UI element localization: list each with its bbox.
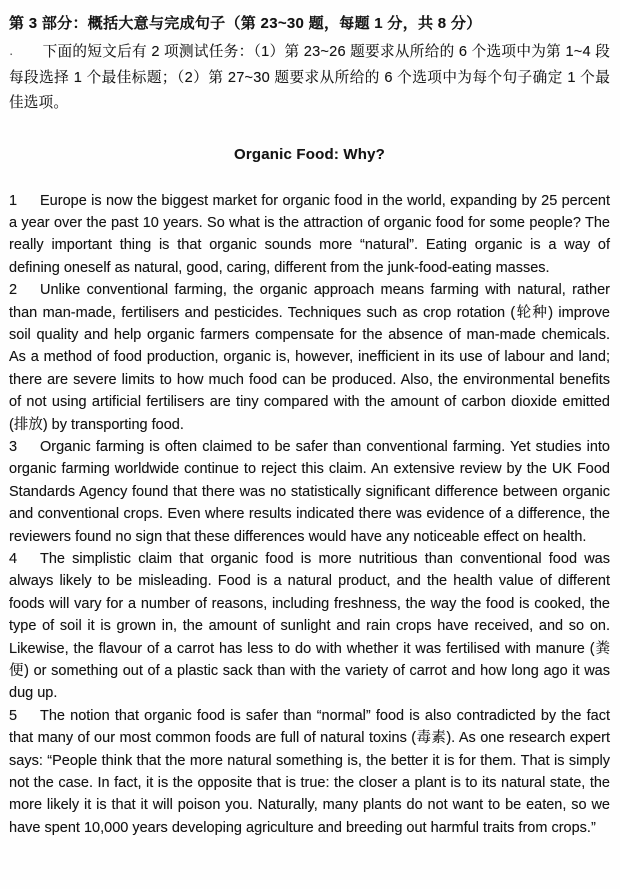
paragraph-text: The notion that organic food is safer than “normal” food is also contradicted by the fact that many of our most common foods are full of natural toxins (毒素). As one research expert says: “People think that the more natural something is, the better it is for them. That is simply not the case. In fact, it is the opposite that is true: the closer a plant is to its natural state, the more likely it is that it will poison you. Naturally, many plants do not want to be eaten, so we have spent 10,000 years developing agriculture and breeding out harmful traits from crops.” bbox=[9, 707, 610, 836]
passage-paragraph-3 bbox=[9, 436, 610, 548]
paragraph-number: 2 bbox=[9, 282, 18, 299]
paragraph-text: The simplistic claim that organic food is more nutritious than conventional food was always likely to be misleading. Food is a natural product, and the health value of different foods will vary for a number of reasons, including freshness, the way the food is cooked, the type of soil it is grown in, the amount of sunlight and rain crops have received, and so on. Likewise, the flavour of a carrot has less to do with whether it was fertilised with manure (粪便) or something out of a plastic sack than with the variety of carrot and how long ago it was dug up. bbox=[9, 551, 610, 702]
paragraph-number: 3 bbox=[9, 438, 18, 455]
passage-body bbox=[9, 190, 610, 840]
scan-dot-artifact: · bbox=[9, 46, 14, 61]
paragraph-number: 5 bbox=[9, 707, 18, 724]
passage-paragraph-4 bbox=[9, 548, 610, 705]
passage-paragraph-5 bbox=[9, 705, 610, 839]
paragraph-text: Unlike conventional farming, the organic approach means farming with natural, rather than man-made, fertilisers and pesticides. Techniques such as crop rotation (轮种) improve soil quality and help organic farmers compensate for the absence of man-made chemicals. As a method of food production, organic is, however, inefficient in its use of labour and land; there are severe limits to how much food can be produced. Also, the environmental benefits of not using artificial fertilisers are tiny compared with the amount of carbon dioxide emitted (排放) by transporting food. bbox=[9, 282, 610, 433]
instructions-block bbox=[9, 40, 610, 117]
paragraph-text: Organic farming is often claimed to be safer than conventional farming. Yet studies into organic farming worldwide continue to reject this claim. An extensive review by the UK Food Standards Agency found that there was no statistically significant difference between organic and conventional crops. Even where results indicated there was evidence of a difference, the reviewers found no sign that these differences would have any noticeable effect on health. bbox=[9, 438, 610, 545]
passage-paragraph-1 bbox=[9, 190, 610, 280]
paragraph-number: 1 bbox=[9, 192, 18, 209]
passage-paragraph-2 bbox=[9, 279, 610, 436]
instructions-text: 下面的短文后有 2 项测试任务：（1）第 23~26 题要求从所给的 6 个选项中为第 1~4 段每段选择 1 个最佳标题；（2）第 27~30 题要求从所给的 6 个选项中为每个句子确定 1 个最佳选项。 bbox=[9, 44, 610, 111]
section-header: 第 3 部分：概括大意与完成句子（第 23~30 题，每题 1 分，共 8 分） bbox=[9, 15, 482, 32]
paragraph-number: 4 bbox=[9, 551, 18, 567]
paragraph-text: Europe is now the biggest market for organic food in the world, expanding by 25 percent a year over the past 10 years. So what is the attraction of organic food for some people? The really important thing is that organic sounds more “natural”. Eating organic is a way of defining oneself as natural, good, caring, different from the junk-food-eating masses. bbox=[9, 192, 610, 276]
passage-title: Organic Food: Why? bbox=[233, 145, 386, 163]
